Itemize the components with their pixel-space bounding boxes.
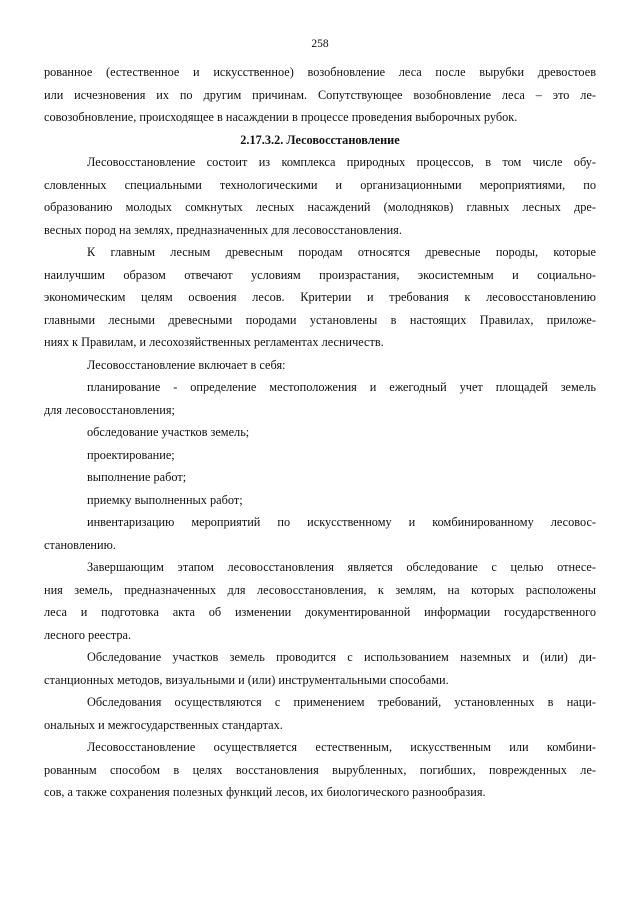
intro-paragraph bbox=[44, 61, 596, 129]
page-body bbox=[44, 61, 596, 804]
paragraph-line: наилучшим образом отвечают условиям произрастания, экосистемным и социально- bbox=[44, 267, 596, 282]
paragraph-line: словленных специальными технологическими и организационными мероприятиями, по bbox=[44, 177, 596, 192]
paragraph-final-stage bbox=[44, 556, 596, 646]
paragraph-line: совозобновление, происходящее в насаждении в процессе проведения выборочных рубок. bbox=[44, 110, 518, 124]
section-heading: 2.17.3.2. Лесовосстановление bbox=[240, 132, 400, 147]
list-item-line: инвентаризацию мероприятий по искусственному и комбинированному лесовос- bbox=[87, 515, 596, 529]
list-item: обследование участков земель; bbox=[87, 425, 250, 439]
paragraph-line: или исчезновения их по другим причинам. Сопутствующее возобновление леса – это ле- bbox=[44, 87, 596, 102]
paragraph-line: К главным лесным древесным породам относятся древесные породы, которые bbox=[87, 245, 596, 259]
paragraph-line: Лесовосстановление состоит из комплекса природных процессов, в том числе обу- bbox=[87, 155, 596, 169]
list-item-line: планирование - определение местоположения и ежегодный учет площадей земель bbox=[87, 380, 596, 394]
paragraph-line: Обследования осуществляются с применением требований, установленных в наци- bbox=[87, 695, 596, 709]
paragraph-line: леса и подготовка акта об изменении документированной информации государственного bbox=[44, 605, 596, 619]
paragraph-line: Обследование участков земель проводится с использованием наземных и (или) ди- bbox=[87, 650, 596, 664]
paragraph-line: главными лесными древесными породами установлены в настоящих Правилах, приложе- bbox=[44, 312, 596, 327]
paragraph-line: Лесовосстановление включает в себя: bbox=[87, 357, 286, 372]
paragraph-line: Лесовосстановление осуществляется естественным, искусственным или комбини- bbox=[87, 740, 596, 754]
list-item: выполнение работ; bbox=[87, 470, 187, 484]
list-item-line: становлению. bbox=[44, 537, 116, 552]
paragraph-definition bbox=[44, 151, 596, 241]
paragraph-line: образованию молодых сомкнутых лесных насаждений (молодняков) главных лесных дре- bbox=[44, 200, 596, 214]
paragraph-line: сов, а также сохранения полезных функций лесов, их биологического разнообразия. bbox=[44, 785, 486, 799]
paragraph-line: Завершающим этапом лесовосстановления является обследование с целью отнесе- bbox=[87, 560, 596, 574]
paragraph-methods bbox=[44, 736, 596, 804]
list-item: приемку выполненных работ; bbox=[87, 492, 243, 507]
list-item bbox=[44, 376, 596, 421]
list-item bbox=[44, 511, 596, 556]
paragraph-line: весных пород на землях, предназначенных для лесовосстановления. bbox=[44, 222, 402, 237]
list-item: проектирование; bbox=[87, 447, 175, 462]
paragraph-survey-methods bbox=[44, 646, 596, 691]
paragraph-main-species bbox=[44, 241, 596, 354]
paragraph-standards bbox=[44, 691, 596, 736]
paragraph-line: рованное (естественное и искусственное) возобновление леса после вырубки древостоев bbox=[44, 65, 596, 79]
paragraph-line: лесного реестра. bbox=[44, 627, 132, 642]
paragraph-includes bbox=[44, 354, 596, 377]
paragraph-line: экономическим целям освоения лесов. Критерии и требования к лесовосстановлению bbox=[44, 290, 596, 304]
page-number: 258 bbox=[311, 38, 329, 50]
list-item-line: для лесовосстановления; bbox=[44, 402, 175, 417]
paragraph-line: ниях к Правилам, и лесохозяйственных регламентах лесничеств. bbox=[44, 335, 384, 349]
paragraph-line: рованным способом в целях восстановления вырубленных, погибших, поврежденных ле- bbox=[44, 762, 596, 777]
paragraph-line: ональных и межгосударственных стандартах. bbox=[44, 717, 283, 732]
paragraph-line: станционных методов, визуальными и (или) инструментальными способами. bbox=[44, 672, 449, 687]
paragraph-line: ния земель, предназначенных для лесовосстановления, к землям, на которых расположены bbox=[44, 582, 596, 597]
